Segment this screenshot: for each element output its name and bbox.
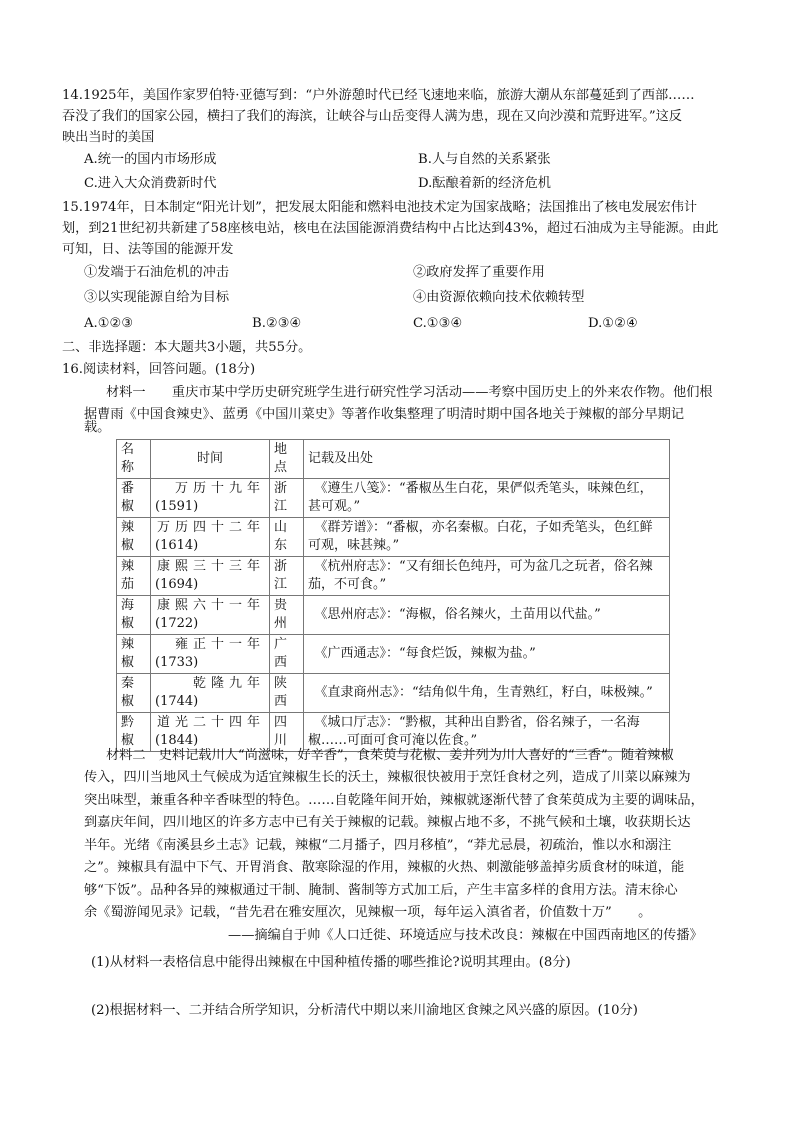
q14-stem-line-1: 14.1925年，美国作家罗伯特·亚德写到：“户外游憩时代已经飞速地来临，旅游大潮从东部蔓延到了西部…… [62,88,695,103]
cell-record [304,518,670,557]
cell-place: 浙江 [270,557,304,596]
q16-material2-line-4: 到嘉庆年间，四川地区的许多方志中已有关于辣椒的记载。辣椒占地不多，不挑气候和土壤，收获期长达 [84,815,691,830]
cell-time-era: 康熙六十一年 [156,598,265,613]
table-row [117,635,670,674]
table-row [117,674,670,713]
cell-time-era: 康熙三十三年 [156,559,265,574]
cell-place: 四川 [270,713,304,752]
cell-time [151,596,270,635]
cell-name: 辣椒 [117,518,151,557]
cell-time-year: (1722) [155,616,199,631]
q14-option-b[interactable]: B.人与自然的关系紧张 [418,152,551,167]
cell-record [304,713,670,752]
cell-time-era: 雍正十一年 [174,637,265,652]
table-row [117,596,670,635]
cell-time [151,713,270,752]
cell-time-era: 道光二十四年 [156,715,265,730]
table-row [117,518,670,557]
q16-title: 16.阅读材料，回答问题。(18分) [62,362,256,377]
cell-place: 浙江 [270,479,304,518]
cell-time [151,518,270,557]
q14-option-a[interactable]: A.统一的国内市场形成 [84,152,217,167]
q15-option-a[interactable]: A.①②③ [84,316,134,331]
cell-record-text: 《直隶商州志》：“结角似牛角，生青熟红，籽白，味极辣。” [308,685,653,700]
q16-subquestion-1: (1)从材料一表格信息中能得出辣椒在中国种植传播的哪些推论?说明其理由。(8分) [91,955,571,970]
cell-name: 辣茄 [117,557,151,596]
q16-material2-line-7: 够“下饭”。品种各异的辣椒通过干制、腌制、酱制等方式加工后，产生丰富多样的食用方法。清末徐心 [84,883,678,898]
q14-stem-line-3: 映出当时的美国 [62,130,155,145]
pepper-records-table [116,439,670,752]
table-row [117,557,670,596]
q16-material2-source: ——摘编自于帅《人口迁徙、环境适应与技术改良：辣椒在中国西南地区的传播》 [228,928,703,943]
q16-material2-line-6: 之”。辣椒具有温中下气、开胃消食、散寒除湿的作用，辣椒的火热、刺激能够盖掉劣质食材的味道，能 [84,860,685,875]
cell-place: 贵州 [270,596,304,635]
q15-stem-line-3: 可知，日、法等国的能源开发 [62,242,234,257]
section-heading: 二、非选择题：本大题共3小题，共55分。 [62,340,312,355]
q15-option-d[interactable]: D.①②④ [588,316,638,331]
cell-name: 黔椒 [117,713,151,752]
cell-time [151,635,270,674]
cell-record-text: 《杭州府志》：“又有细长色纯丹，可为盆几之玩者，俗名辣茄，不可食。” [308,559,653,592]
cell-record [304,557,670,596]
cell-place: 广西 [270,635,304,674]
cell-name: 辣椒 [117,635,151,674]
q15-item-2: ②政府发挥了重要作用 [413,265,545,280]
cell-time [151,479,270,518]
q15-stem-line-1: 15.1974年，日本制定“阳光计划”，把发展太阳能和燃料电池技术定为国家战略；法国推出了核电发展宏伟计 [62,200,698,215]
cell-name: 秦椒 [117,674,151,713]
q16-material2-line-3: 突出味型，兼重各种辛香味型的特色。……自乾隆年间开始，辣椒就逐渐代替了食茱萸成为主要的调味品， [84,793,704,808]
table-row [117,713,670,752]
cell-time-era: 乾隆九年 [192,676,265,691]
q15-item-4: ④由资源依赖向技术依赖转型 [413,290,585,305]
q15-item-1: ①发端于石油危机的冲击 [84,265,230,280]
cell-record [304,596,670,635]
q16-material2-line-8: 余《蜀游闻见录》记载，“昔先君在雅安厘次，见辣椒一项，每年运入滇省者，价值数十万” 。 [84,905,652,920]
cell-record-text: 《遵生八笺》：“番椒丛生白花，果俨似秃笔头，味辣色红，甚可观。” [308,481,653,514]
table-header-row [117,440,670,479]
cell-name: 番椒 [117,479,151,518]
cell-record-text: 《群芳谱》：“番椒，亦名秦椒。白花，子如秃笔头，色红鲜可观，味甚辣。” [308,520,653,553]
q14-stem-line-2: 吞没了我们的国家公园，横扫了我们的海滨，让峡谷与山岳变得人满为患，现在又向沙漠和荒野进军。”这反 [62,109,682,124]
cell-time [151,557,270,596]
cell-time [151,674,270,713]
cell-record-text: 《广西通志》：“每食烂饭，辣椒为盐。” [308,646,536,661]
cell-time-year: (1844) [155,733,199,748]
q14-option-d[interactable]: D.酝酿着新的经济危机 [418,176,551,191]
cell-time-year: (1694) [155,577,199,592]
q16-material2-line-1: 材料二 史料记载川人“尚滋味，好辛香”，食茱萸与花椒、姜并列为川人喜好的“三香”。随着辣椒 [106,748,674,763]
header-name: 名称 [117,440,151,479]
q16-material1-line-1: 材料一 重庆市某中学历史研究班学生进行研究性学习活动——考察中国历史上的外来农作物。他们根 [106,385,713,400]
q14-option-c[interactable]: C.进入大众消费新时代 [84,176,217,191]
q15-stem-line-2: 划，到21世纪初共新建了58座核电站，核电在法国能源消费结构中占比达到43%，超过石油成为主导能源。由此 [62,221,719,236]
q15-option-c[interactable]: C.①③④ [413,316,463,331]
cell-time-year: (1591) [155,499,199,514]
cell-time-era: 万历十九年 [174,481,265,496]
q16-material1-line-2: 据曹雨《中国食辣史》、蓝勇《中国川菜史》等著作收集整理了明清时期中国各地关于辣椒的部分早期记 [84,407,685,422]
cell-time-year: (1614) [155,538,199,553]
q15-item-3: ③以实现能源自给为目标 [84,290,230,305]
cell-time-year: (1733) [155,655,199,670]
q16-material2-line-2: 传入，四川当地风土气候成为适宜辣椒生长的沃土，辣椒很快被用于烹饪食材之列，造成了川菜以麻辣为 [84,770,691,785]
cell-time-era: 万历四十二年 [156,520,265,535]
cell-place: 陕西 [270,674,304,713]
cell-record-text: 《城口厅志》：“黔椒，其种出自黔省，俗名辣子，一名海椒……可面可食可淹以佐食。” [308,715,640,748]
cell-record [304,479,670,518]
q15-option-b[interactable]: B.②③④ [252,316,302,331]
cell-name: 海椒 [117,596,151,635]
header-time: 时间 [151,440,270,479]
table-row [117,479,670,518]
q16-material2-line-5: 半年。光绪《南溪县乡土志》记载，辣椒“二月播子，四月移植”，“莽尤忌晨，初疏治，惟以水和溺注 [84,838,672,853]
cell-record-text: 《思州府志》：“海椒，俗名辣火，土苗用以代盐。” [308,607,601,622]
q16-material1-line-3: 载。 [84,420,111,435]
cell-record [304,674,670,713]
cell-record [304,635,670,674]
header-place: 地点 [270,440,304,479]
q16-subquestion-2: (2)根据材料一、二并结合所学知识，分析清代中期以来川渝地区食辣之风兴盛的原因。(10分) [91,1003,638,1018]
header-record: 记载及出处 [304,440,670,479]
cell-place: 山东 [270,518,304,557]
cell-time-year: (1744) [155,694,199,709]
